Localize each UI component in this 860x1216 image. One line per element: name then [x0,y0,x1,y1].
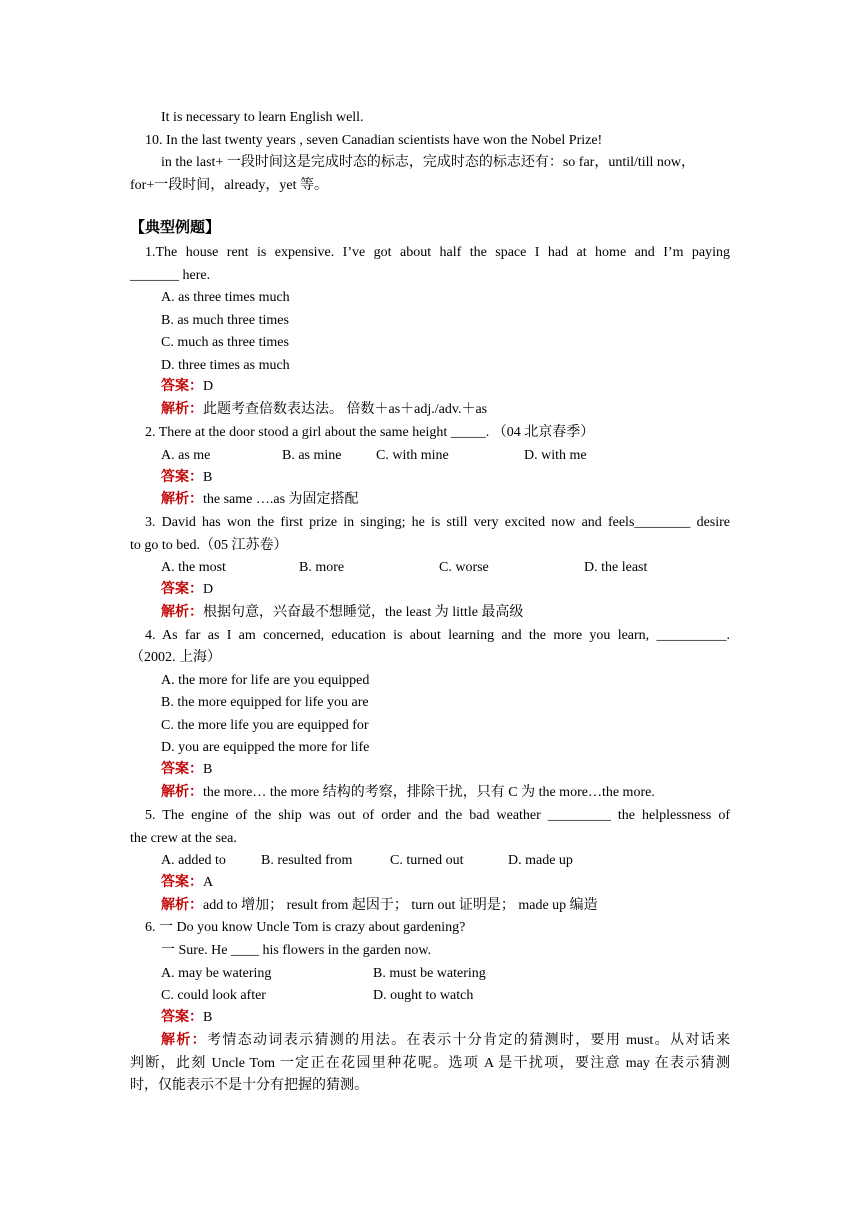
q1-stem-2: _______ here. [130,268,211,283]
q2-option-b: B. as mine [282,448,342,463]
q4-analysis-text: the more… the more 结构的考察，排除干扰，只有 C 为 the more…the more. [203,785,655,800]
q4-option-b: B. the more equipped for life you are [161,695,369,710]
q1-stem-1: 1.The house rent is expensive. I’ve got about half the space I had at home and I’m paying [145,245,730,260]
q6-stem-2: 一 Sure. He ____ his flowers in the garden now. [161,943,432,958]
answer-label: 答案： [161,1010,203,1025]
q1-answer-value: D [203,379,214,394]
q1-option-b: B. as much three times [161,313,289,328]
q4-analysis [161,783,655,803]
q2-option-d: D. with me [524,448,587,463]
q5-option-b: B. resulted from [261,853,353,868]
q2-analysis [161,490,359,510]
q1-option-d: D. three times as much [161,358,290,373]
q2-answer-value: B [203,470,213,485]
q5-answer [161,873,213,893]
q6-stem-1: 6. 一 Do you know Uncle Tom is crazy about gardening? [145,920,466,935]
intro-line-3: in the last+ 一段时间这是完成时态的标志，完成时态的标志还有：so far，until/till now， [161,155,696,170]
q3-option-d: D. the least [584,560,648,575]
q1-analysis [161,400,487,420]
q5-analysis [161,896,598,916]
intro-line-1: It is necessary to learn English well. [161,110,364,125]
q3-stem-1: 3. David has won the first prize in singing; he is still very excited now and feels________ desire [145,515,730,530]
answer-label: 答案： [161,379,203,394]
q6-analysis-text-1: 考情态动词表示猜测的用法。在表示十分肯定的猜测时，要用 must。从对话来 [207,1033,731,1048]
analysis-label: 解析： [161,605,203,620]
q6-option-d: D. ought to watch [373,988,474,1003]
q6-option-c: C. could look after [161,988,266,1003]
q5-option-d: D. made up [508,853,573,868]
q2-option-a: A. as me [161,448,211,463]
q2-answer [161,468,212,488]
q1-answer [161,377,213,397]
analysis-label: 解析： [161,785,203,800]
answer-label: 答案： [161,875,203,890]
q2-analysis-text: the same ….as 为固定搭配 [203,492,359,507]
q5-stem-1: 5. The engine of the ship was out of order and the bad weather _________ the helplessness of [145,808,730,823]
q1-option-a: A. as three times much [161,290,290,305]
analysis-label: 解析： [161,898,203,913]
q4-answer-value: B [203,762,213,777]
q3-analysis [161,603,523,623]
q6-option-b: B. must be watering [373,966,486,981]
q1-analysis-text: 此题考查倍数表达法。 倍数＋as＋adj./adv.＋as [203,402,488,417]
intro-line-4: for+一段时间，already，yet 等。 [130,178,329,193]
analysis-label: 解析： [161,402,203,417]
q2-option-c: C. with mine [376,448,449,463]
q1-option-c: C. much as three times [161,335,289,350]
answer-label: 答案： [161,762,203,777]
q3-answer-value: D [203,582,214,597]
q6-answer-value: B [203,1010,213,1025]
q5-option-c: C. turned out [390,853,464,868]
q3-option-a: A. the most [161,560,226,575]
q3-analysis-text: 根据句意，兴奋最不想睡觉，the least 为 little 最高级 [203,605,524,620]
q4-option-c: C. the more life you are equipped for [161,718,369,733]
q5-stem-2: the crew at the sea. [130,831,237,846]
q4-answer [161,760,212,780]
q3-stem-2: to go to bed.（05 江苏卷） [130,538,288,553]
intro-line-2: 10. In the last twenty years , seven Canadian scientists have won the Nobel Prize! [145,133,603,148]
q2-stem-1: 2. There at the door stood a girl about the same height _____. （04 北京春季） [145,425,595,440]
q4-option-d: D. you are equipped the more for life [161,740,370,755]
q4-stem-1: 4. As far as I am concerned, education is about learning and the more you learn, __________. [145,628,730,643]
q6-option-a: A. may be watering [161,966,272,981]
q6-answer [161,1008,212,1028]
q5-answer-value: A [203,875,214,890]
q5-analysis-text: add to 增加； result from 起因于； turn out 证明是； made up 编造 [203,898,598,913]
analysis-label: 解析： [161,492,203,507]
answer-label: 答案： [161,470,203,485]
section-title: 【典型例题】 [130,220,221,236]
q3-answer [161,580,213,600]
q6-analysis-2: 判断，此刻 Uncle Tom 一定正在花园里种花呢。选项 A 是干扰项，要注意 may 在表示猜测 [130,1056,730,1071]
q3-option-b: B. more [299,560,345,575]
q4-option-a: A. the more for life are you equipped [161,673,370,688]
analysis-label: 解析： [161,1033,208,1048]
q3-option-c: C. worse [439,560,489,575]
answer-label: 答案： [161,582,203,597]
q5-option-a: A. added to [161,853,226,868]
q4-stem-2: （2002. 上海） [130,650,221,665]
q6-analysis-1 [161,1031,730,1051]
q6-analysis-3: 时，仅能表示不是十分有把握的猜测。 [130,1078,368,1093]
